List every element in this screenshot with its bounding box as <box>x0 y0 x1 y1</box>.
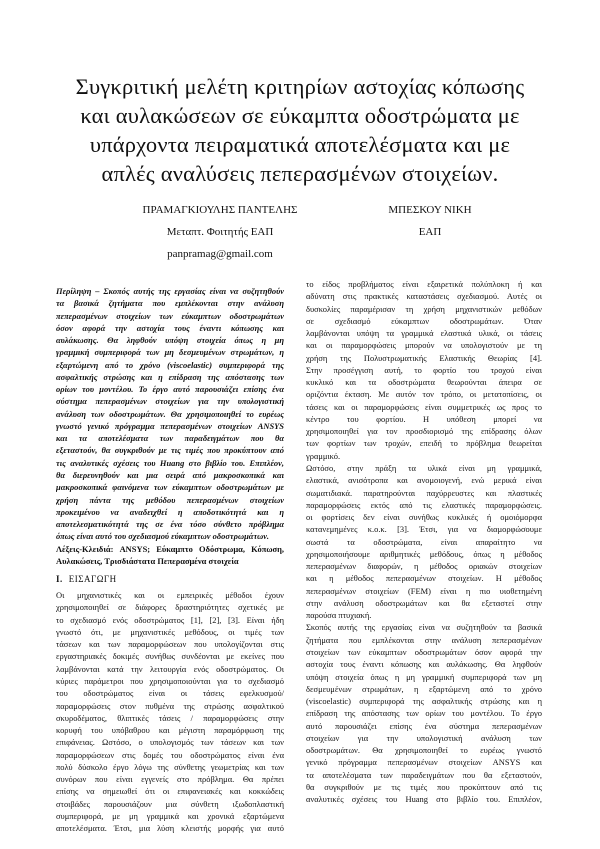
body-line: παρούσα πτυχιακή. <box>306 610 372 621</box>
body-line: επίσης να σημειωθεί ότι οι επιφανειακές και κοκκώδεις <box>56 786 284 797</box>
intro-body <box>56 589 284 834</box>
body-line: γενικό πρόγραμμα πεπερασμένων στοιχείων ANSYS και <box>306 757 542 768</box>
body-line: θα συγκριθούν με τις τιμές που προκύπτουν από τις <box>306 781 542 792</box>
title-line: απλές αναλύσεις πεπερασμένων στοιχείων. <box>101 161 499 186</box>
author-2-affiliation: ΕΑΠ <box>418 226 442 238</box>
abstract-line: ασφαλτικής στρώσης και η επίδραση της απόστασης των <box>56 371 284 382</box>
body-line: στοιβάδες παρουσιάζουν μια σύνθετη ιξωδοπλαστική <box>56 798 284 809</box>
abstract-line: ανάλυση των οδοστρωμάτων. Θα χρησιμοποιηθεί το ευρέως <box>56 408 284 419</box>
body-line: αποτελέσματα. Έτσι, μια λύση κλειστής μορφής για αυτό <box>56 823 284 834</box>
body-line: επιφάνειας. Ωστόσο, ο υπολογισμός των τάσεων και των <box>56 737 284 748</box>
title-line: υπάρχοντα πειραματικά αποτελέσματα και με <box>89 132 511 157</box>
body-line: οδοστρωμάτων. Θα χρησιμοποιηθεί το ευρέως γνωστό <box>306 745 542 756</box>
body-line: αδύνατη στις πρακτικές καταστάσεις σχεδιασμού. Αυτές οι <box>306 291 542 302</box>
keywords <box>56 543 284 568</box>
keywords-line: Αυλακώσεις, Τρισδιάστατα Πεπερασμένα στοιχεία <box>56 555 239 566</box>
keywords-line: Λέξεις-Κλειδιά: ANSYS; Εύκαμπτο Οδόστρωμα, Κόπωση, <box>56 543 284 554</box>
body-line: Στην προσέγγιση αυτή, το φορτίο του τροχού είναι <box>306 364 542 375</box>
body-line: χρησιμοποιηθεί για τον προσδιορισμό της επίδρασης όλων <box>306 426 542 437</box>
body-line: επίδραση της απόστασης των ορίων του μοντέλου. Το έργο <box>306 708 542 719</box>
body-line: των φορτίων των τροχών, επειδή το πρόβλημα θεωρείται <box>306 438 542 449</box>
abstract-line: εξαρτώμενη από το χρόνο (viscoelastic) συμπεριφορά της <box>56 359 284 370</box>
body-line: χρήση της Πολυστρωματικής Ελαστικής Θεωρίας [4]. <box>306 352 542 363</box>
body-line: χρησιμοποιηθεί σε διάφορες δραστηριότητες σχετικές με <box>56 602 284 613</box>
section-heading <box>56 573 284 587</box>
body-line: λαμβάνονται κατά την λειτουργία ενός οδοστρώματος. Οι <box>56 663 284 674</box>
body-line: ζητήματα που εμπλέκονται στην ανάλυση πεπερασμένων <box>306 634 542 645</box>
body-line: πεπερασμένων διαφορών, η μέθοδος οριακών στοιχείων <box>306 561 542 572</box>
body-line: δεσμευμένων στρωμάτων, η εξαρτώμενη από το χρόνο <box>306 683 542 694</box>
author-1-name: ΠΡΑΜΑΓΚΙΟΥΛΗΣ ΠΑΝΤΕΛΗΣ <box>142 204 298 216</box>
abstract-line: προκειμένου να αναδειχθεί η αποδοτικότητά και η <box>56 506 284 517</box>
body-line: υπόψη στοιχεία όπως η μη γραμμική συμπεριφορά των μη <box>306 671 542 682</box>
abstract-line: μακροσκοπικά φαινόμενα των εύκαμπτων οδοστρωμάτων με <box>56 482 284 493</box>
body-line: κυκλικό και τα οδοστρώματα θεωρούνται άπειρα σε <box>306 377 542 388</box>
body-line: στοιχείων των εύκαμπτων οδοστρωμάτων όσον αφορά την <box>306 646 542 657</box>
body-line: εργαστηριακές δοκιμές συνήθως συνδέονται με εκείνες που <box>56 651 284 662</box>
body-line: οι φορτίσεις δεν είναι συνήθως κυκλικές ή ομοιόμορφα <box>306 512 542 523</box>
body-line: παραμορφώσεις εκτός από τις ελαστικές παραμορφώσεις. <box>306 499 542 510</box>
body-line: (viscoelastic) συμπεριφορά της ασφαλτικής στρώσης και η <box>306 696 542 707</box>
body-line: χρησιμοποιήσουμε αριθμητικές μεθόδους, όπως η μέθοδος <box>306 548 542 559</box>
body-line: συνόρων που είναι εγγενείς στο πρόβλημα. Θα πρέπει <box>56 774 284 785</box>
body-line: το είδος προβλήματος είναι εξαιρετικά πολύπλοκη ή και <box>306 279 542 289</box>
right-column <box>306 278 542 805</box>
body-line: πεπερασμένων στοιχείων (FEM) είναι η πιο υιοθετημένη <box>306 585 542 596</box>
body-line: παραμορφώσεις στον πυθμένα της στρώσης ασφαλτικού <box>56 700 284 711</box>
body-line: Ωστόσο, στην πράξη τα υλικά είναι μη γραμμικά, <box>306 462 542 473</box>
body-line: στοιχείων για την υπολογιστική ανάλυση των <box>306 732 542 743</box>
body-line: τάσεις και οι παραμορφώσεις είναι συμμετρικές ως προς το <box>306 401 542 412</box>
body-line: Σκοπός αυτής της εργασίας είναι να συζητηθούν τα βασικά <box>306 622 542 633</box>
body-line: σε σχεδιασμό εύκαμπτων οδοστρωμάτων. Όταν <box>306 315 542 326</box>
body-line: παραμορφώσεων στις δομές του οδοστρώματος είναι ένα <box>56 749 284 760</box>
body-line: γραμμικό. <box>306 450 341 461</box>
body-line: σκυροδέματος, θλιπτικές τάσεις / παραμορφώσεις στην <box>56 712 284 723</box>
abstract-line: αποτελεσματικότητά της σε ένα τόσο σύνθετο πρόβλημα <box>56 519 284 530</box>
body-line: γνωστό ότι, με μηχανιστικές μεθόδους, οι τιμές των <box>56 626 284 637</box>
abstract-line <box>56 285 284 297</box>
body-line: και οι παραμορφώσεις μπορούν να υπολογιστούν με τη <box>306 340 542 351</box>
body-line: αστοχία τους έναντι κόπωσης και αυλάκωσης. Θα ληφθούν <box>306 659 542 670</box>
section-number: I. <box>56 574 63 585</box>
abstract-line: γνωστό γενικό πρόγραμμα πεπερασμένων στοιχείων ANSYS <box>56 420 284 431</box>
body-line: αυτό παρουσιάζει επίσης ένα σύστημα πεπερασμένων <box>306 720 542 731</box>
body-line: σωστά τα οδοστρώματα, είναι απαραίτητο να <box>306 536 542 547</box>
body-line: το σχεδιασμό ενός οδοστρώματος [1], [2], [3]. Είναι ήδη <box>56 614 284 625</box>
body-line: κορυφή του υπόβαθρου και μέγιστη παραμόρφωση της <box>56 725 284 736</box>
body-line: κατανεμημένες κ.ο.κ. [3]. Έτσι, για να διαμορφώσουμε <box>306 524 542 535</box>
body-line: και η μέθοδος πεπερασμένων στοιχείων. Η μέθοδος <box>306 573 542 584</box>
body-line: πολύ δύσκολο έργο λόγω της σύνθετης γεωμετρίας και των <box>56 761 284 772</box>
abstract-line: όσον αφορά την αστοχία τους έναντι κόπωσης και <box>56 322 284 333</box>
abstract <box>56 285 284 543</box>
body-line: Οι μηχανιστικές και οι εμπειρικές μέθοδοι έχουν <box>56 590 284 601</box>
author-2-name: ΜΠΕΣΚΟΥ ΝΙΚΗ <box>388 204 472 216</box>
abstract-line: τα βασικά ζητήματα που εμπλέκονται στην ανάλυση <box>56 298 284 309</box>
abstract-line: χρήση πάντα της μεθόδου πεπερασμένων στοιχείων <box>56 494 284 505</box>
author-1-email: panpramag@gmail.com <box>167 248 273 260</box>
abstract-line: ορίων του μοντέλου. Το έργο αυτό παρουσιάζει επίσης ένα <box>56 384 284 395</box>
abstract-line: και τα αποτελέσματα των παραδειγμάτων που θα <box>56 433 284 444</box>
abstract-line: εξεταστούν, θα συγκριθούν με τις τιμές που προκύπτουν από <box>56 445 284 456</box>
title-line: Συγκριτική μελέτη κριτηρίων αστοχίας κόπωσης <box>75 74 525 99</box>
abstract-text: – Σκοπός αυτής της εργασίας είναι να συζητηθούν <box>95 286 284 296</box>
body-line: λαμβάνονται υπόψη τα γραμμικά ελαστικά υλικά, οι τάσεις <box>306 328 542 339</box>
body-line: αναλυτικές σχέσεις του Huang στο βιβλίο του. Επιπλέον, <box>306 794 542 805</box>
abstract-line: θα διερευνηθούν και μια σειρά από μακροσκοπικά και <box>56 469 284 480</box>
body-line: του οδοστρώματος είναι οι τάσεις εφελκυσμού/ <box>56 688 284 699</box>
body-line: οριζόντια έκταση. Με αυτόν τον τρόπο, οι μετατοπίσεις, οι <box>306 389 542 400</box>
abstract-label: Περίληψη <box>56 286 92 296</box>
author-1-affiliation: Μεταπτ. Φοιτητής ΕΑΠ <box>166 226 274 238</box>
body-line: ελαστικά, ανισότροπα και ανομοιογενή, ενώ μερικά είναι <box>306 475 542 486</box>
body-line: τάσεων και των παραμορφώσεων που υπολογίζονται στις <box>56 639 284 650</box>
abstract-line: όπως είναι αυτό του σχεδιασμού εύκαμπτων οδοστρωμάτων. <box>56 531 270 542</box>
title-line: και αυλακώσεων σε εύκαμπτα οδοστρώματα με <box>80 103 520 128</box>
abstract-line: γραμμική συμπεριφορά των μη δεσμευμένων στρωμάτων, η <box>56 347 284 358</box>
abstract-line: πεπερασμένων στοιχείων των εύκαμπτων οδοστρωμάτων <box>56 310 284 321</box>
left-column <box>56 285 284 834</box>
body-line: τα αποτελέσματα των παραδειγμάτων που θα εξεταστούν, <box>306 769 542 780</box>
body-line: κύριες παράμετροι που χρησιμοποιούνται για το σχεδιασμό <box>56 675 284 686</box>
body-line: κέντρο του φορτίου. Η υπόθεση μπορεί να <box>306 413 542 424</box>
abstract-line: αυλάκωσης. Θα ληφθούν υπόψη στοιχεία όπως η μη <box>56 335 284 346</box>
paper-title <box>40 72 560 188</box>
body-line: συμπεριφορά, με μη γραμμικά και χρονικά εξαρτώμενα <box>56 810 284 821</box>
abstract-line: σύστημα πεπερασμένων στοιχείων για την υπολογιστική <box>56 396 284 407</box>
body-line: στην ανάλυση οδοστρωμάτων και θα εξεταστεί στην <box>306 597 542 608</box>
abstract-line: τις αναλυτικές σχέσεις του Huang στο βιβλίο του. Επιπλέον, <box>56 457 284 468</box>
section-title: ΕΙΣΑΓΩΓΗ <box>68 574 117 585</box>
body-line: δυσκολίες παραμέρισαν τη χρήση μηχανιστικών μεθόδων <box>306 303 542 314</box>
body-line: σωματιδιακά. παρατηρούνται παχύρρευστες και πλαστικές <box>306 487 542 498</box>
